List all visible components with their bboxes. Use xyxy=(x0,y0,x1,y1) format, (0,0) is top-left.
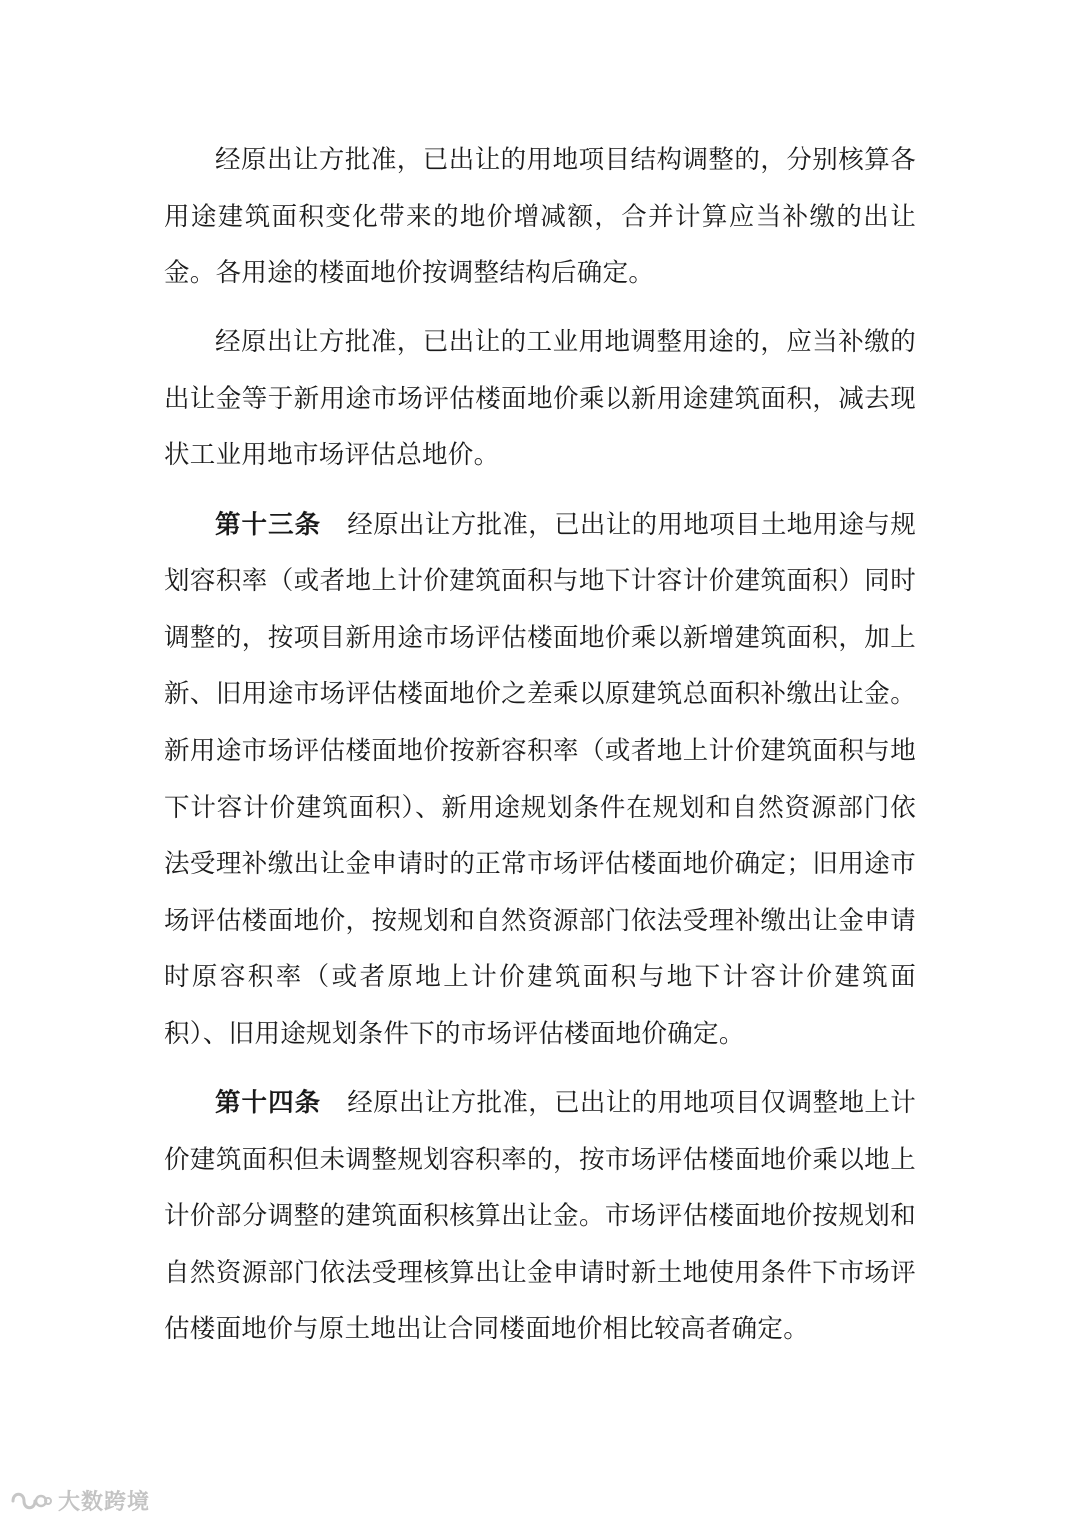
paragraph xyxy=(164,132,916,302)
paragraph-text: 经原出让方批准，已出让的工业用地调整用途的，应当补缴的出让金等于新用途市场评估楼面地价乘以新用途建筑面积，减去现状工业用地市场评估总地价。 xyxy=(164,327,916,471)
watermark xyxy=(10,1485,150,1516)
article-paragraph xyxy=(164,497,916,1063)
article-paragraph xyxy=(164,1075,916,1358)
paragraph xyxy=(164,314,916,484)
brand-logo-icon xyxy=(10,1488,52,1514)
paragraph-text: 经原出让方批准，已出让的用地项目仅调整地上计价建筑面积但未调整规划容积率的，按市场评估楼面地价乘以地上计价部分调整的建筑面积核算出让金。市场评估楼面地价按规划和自然资源部门依法受理核算出让金申请时新土地使用条件下市场评估楼面地价与原土地出让合同楼面地价相比较高者确定。 xyxy=(164,1088,916,1345)
paragraph-text: 经原出让方批准，已出让的用地项目结构调整的，分别核算各用途建筑面积变化带来的地价增减额，合并计算应当补缴的出让金。各用途的楼面地价按调整结构后确定。 xyxy=(164,145,916,289)
article-label: 第十四条 xyxy=(215,1088,322,1118)
article-label: 第十三条 xyxy=(215,509,322,540)
document-body xyxy=(164,132,916,1370)
paragraph-text: 经原出让方批准，已出让的用地项目土地用途与规划容积率（或者地上计价建筑面积与地下计容计价建筑面积）同时调整的，按项目新用途市场评估楼面地价乘以新增建筑面积，加上新、旧用途市场评估楼面地价之差乘以原建筑总面积补缴出让金。新用途市场评估楼面地价按新容积率（或者地上计价建筑面积与地下计容计价建筑面积）、新用途规划条件在规划和自然资源部门依法受理补缴出让金申请时的正常市场评估楼面地价确定；旧用途市场评估楼面地价，按规划和自然资源部门依法受理补缴出让金申请时原容积率（或者原地上计价建筑面积与地下计容计价建筑面积）、旧用途规划条件下的市场评估楼面地价确定。 xyxy=(164,509,916,1049)
watermark-text: 大数跨境 xyxy=(58,1490,151,1515)
